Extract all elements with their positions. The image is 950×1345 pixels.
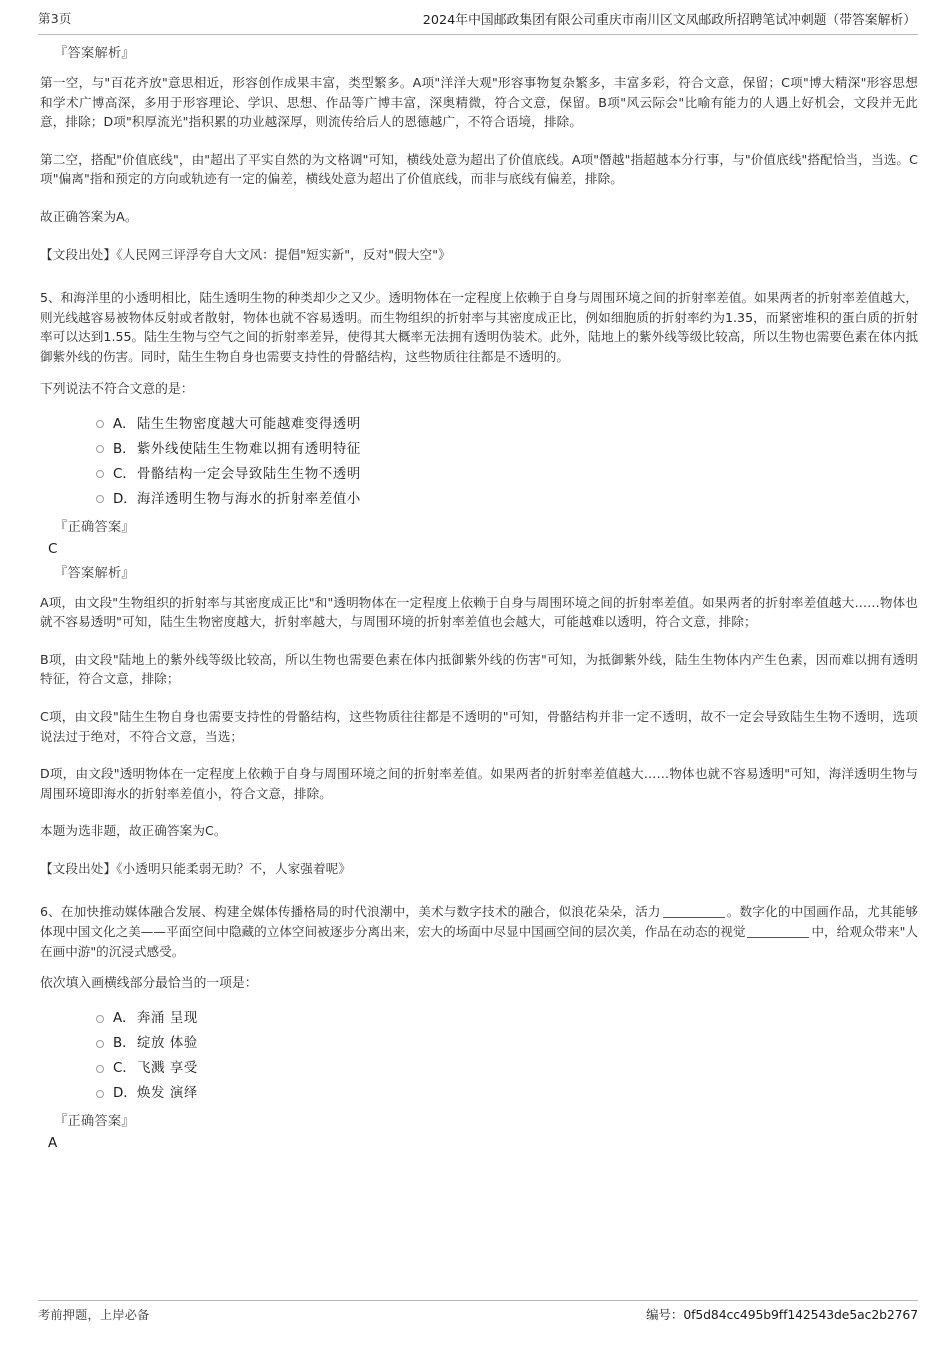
footer-code-label: 编号： [646, 1307, 684, 1322]
correct-answer-label-q5: 『正确答案』 [54, 519, 135, 535]
option-label: 奔涌 呈现 [137, 1011, 198, 1027]
question-5-prompt: 下列说法不符合文意的是： [40, 381, 194, 397]
page-content [40, 44, 918, 1158]
question-6-stem [40, 902, 918, 961]
option-label: 飞溅 享受 [137, 1061, 198, 1077]
fill-in-blank-1 [663, 905, 725, 918]
option-key: B． [113, 441, 136, 457]
correct-answer-value-q5: C [48, 540, 58, 557]
q5-analysis-conclusion: 本题为选非题，故正确答案为C。 [40, 823, 227, 839]
radio-button-icon[interactable] [96, 1090, 104, 1098]
spacer [40, 643, 918, 650]
option-key: D． [113, 1086, 137, 1102]
option-label: 骨骼结构一定会导致陆生生物不透明 [137, 466, 361, 482]
q5-analysis-option-c: C项，由文段"陆生生物自身也需要支持性的骨骼结构，这些物质往往都是不透明的"可知，骨骼结构并非一定不透明，故不一定会导致陆生生物不透明，选项说法过于绝对，不符合文意，当选； [40, 708, 918, 744]
question-6-stem-part-2: 。数字化的中国画作品，尤其能够体现中国文化之美——平面空间中隐藏的立体空间被逐步分离出来，宏大的场面中尽显中国画空间的层次美，作品在动态的视觉 [40, 904, 919, 940]
option-key: D． [113, 491, 137, 507]
spacer [40, 700, 918, 707]
footer-code [646, 1305, 918, 1323]
spacer [40, 238, 918, 245]
answer-analysis-label-q5: 『答案解析』 [54, 565, 135, 581]
q4-analysis-paragraph-1: 第一空，与"百花齐放"意思相近，形容创作成果丰富，类型繁多。A项"洋洋大观"形容事物复杂繁多，丰富多彩，符合文意，保留；C项"博大精深"形容思想和学术广博高深，多用于形容理论、学识、思想、作品等广博丰富，深奥精微，符合文意，保留。B项"风云际会"比喻有能力的人遇上好机会，文段并无此意，排除；D项"积厚流光"指积累的功业越深厚，则流传给后人的恩德越广，不符合语境，排除。 [40, 75, 918, 130]
q5-source-line: 【文段出处】《小透明只能柔弱无助？不，人家强着呢》 [40, 860, 352, 876]
option-label: 陆生生物密度越大可能越难变得透明 [137, 416, 361, 432]
option-label: 紫外线使陆生生物难以拥有透明特征 [137, 441, 361, 457]
option-a[interactable] [96, 412, 918, 437]
document-title: 2024年中国邮政集团有限公司重庆市南川区文凤邮政所招聘笔试冲刺题（带答案解析） [422, 13, 916, 28]
question-6-stem-part-1: 6、在加快推动媒体融合发展、构建全媒体传播格局的时代浪潮中，美术与数字技术的融合，似浪花朵朵，活力 [40, 904, 661, 920]
page-header [38, 8, 918, 35]
q5-analysis-option-d: D项，由文段"透明物体在一定程度上依赖于自身与周围环境之间的折射率差值。如果两者的折射率差值越大……物体也就不容易透明"可知，海洋透明生物与周围环境即海水的折射率差值小，符合文意，排除。 [40, 766, 918, 801]
option-key: B． [113, 1036, 136, 1052]
spacer [40, 586, 918, 593]
page-number: 第3页 [38, 11, 72, 26]
option-d[interactable] [96, 1081, 918, 1106]
correct-answer-value-q6: A [48, 1135, 58, 1152]
footer-slogan: 考前押题，上岸必备 [38, 1308, 150, 1322]
option-label: 海洋透明生物与海水的折射率差值小 [137, 491, 361, 507]
option-key: A． [113, 1011, 136, 1027]
fill-in-blank-2 [747, 925, 809, 938]
question-6-stem-part-3: 中，给观众带来"人在画中游"的沉浸式感受。 [40, 924, 919, 959]
question-6-prompt: 依次填入画横线部分最恰当的一项是： [40, 976, 258, 992]
option-d[interactable] [96, 487, 918, 512]
q5-analysis-option-a: A项，由文段"生物组织的折射率与其密度成正比"和"透明物体在一定程度上依赖于自身与周围环境之间的折射率差值。如果两者的折射率差值越大……物体也就不容易透明"可知，陆生生物密度越大，折射率越大，与周围环境的折射率差值也会越大，可能越难以透明，符合文意，排除； [40, 594, 918, 630]
q4-source-line: 【文段出处】《人民网三评浮夸自大文风：提倡"短实新"，反对"假大空"》 [40, 246, 451, 262]
radio-button-icon[interactable] [96, 420, 104, 428]
page-footer [38, 1300, 918, 1323]
option-c[interactable] [96, 1056, 918, 1081]
option-c[interactable] [96, 462, 918, 487]
radio-button-icon[interactable] [96, 1065, 104, 1073]
question-5-stem: 5、和海洋里的小透明相比，陆生透明生物的种类却少之又少。透明物体在一定程度上依赖于自身与周围环境之间的折射率差值。如果两者的折射率差值越大，则光线越容易被物体反射或者散射，物体也就不容易透明。而生物组织的折射率与其密度成正比，例如细胞质的折射率约为1.35，而紧密堆积的蛋白质的折射率可以达到1.55。陆生生物与空气之间的折射率差异，使得其大概率无法拥有透明伪装术。此外，陆地上的紫外线等级比较高，所以生物也需要色素在体内抵御紫外线的伤害。同时，陆生生物自身也需要支持性的骨骼结构，这些物质往往都是不透明的。 [40, 290, 918, 364]
spacer [40, 889, 918, 902]
spacer [40, 757, 918, 764]
spacer [40, 275, 918, 288]
spacer [40, 66, 918, 73]
radio-button-icon[interactable] [96, 445, 104, 453]
answer-analysis-label-q4: 『答案解析』 [54, 46, 135, 61]
option-a[interactable] [96, 1006, 918, 1031]
option-key: A． [113, 416, 136, 432]
option-label: 焕发 演绎 [137, 1086, 198, 1102]
radio-button-icon[interactable] [96, 470, 104, 478]
spacer [40, 814, 918, 821]
radio-button-icon[interactable] [96, 1015, 104, 1023]
footer-code-value: 0f5d84cc495b9ff142543de5ac2b2767 [683, 1307, 918, 1322]
q5-analysis-option-b: B项，由文段"陆地上的紫外线等级比较高，所以生物也需要色素在体内抵御紫外线的伤害"可知，为抵御紫外线，陆生生物体内产生色素，因而难以拥有透明特征，符合文意，排除； [40, 651, 918, 687]
spacer [40, 143, 918, 150]
question-6-options [40, 1006, 918, 1106]
radio-button-icon[interactable] [96, 495, 104, 503]
q4-analysis-conclusion: 故正确答案为A。 [40, 208, 138, 224]
spacer [40, 200, 918, 207]
option-b[interactable] [96, 437, 918, 462]
q4-analysis-paragraph-2: 第二空，搭配"价值底线"，由"超出了平实自然的为文格调"可知，横线处意为超出了价值底线。A项"僭越"指超越本分行事，与"价值底线"搭配恰当，当选。C项"偏离"指和预定的方向或轨迹有一定的偏差，横线处意为超出了价值底线，而非与底线有偏差，排除。 [40, 151, 918, 187]
option-label: 绽放 体验 [137, 1036, 198, 1052]
correct-answer-label-q6: 『正确答案』 [54, 1114, 135, 1130]
question-5-options [40, 412, 918, 512]
option-key: C． [113, 466, 136, 482]
option-key: C． [113, 1061, 136, 1077]
radio-button-icon[interactable] [96, 1040, 104, 1048]
option-b[interactable] [96, 1031, 918, 1056]
spacer [40, 852, 918, 859]
